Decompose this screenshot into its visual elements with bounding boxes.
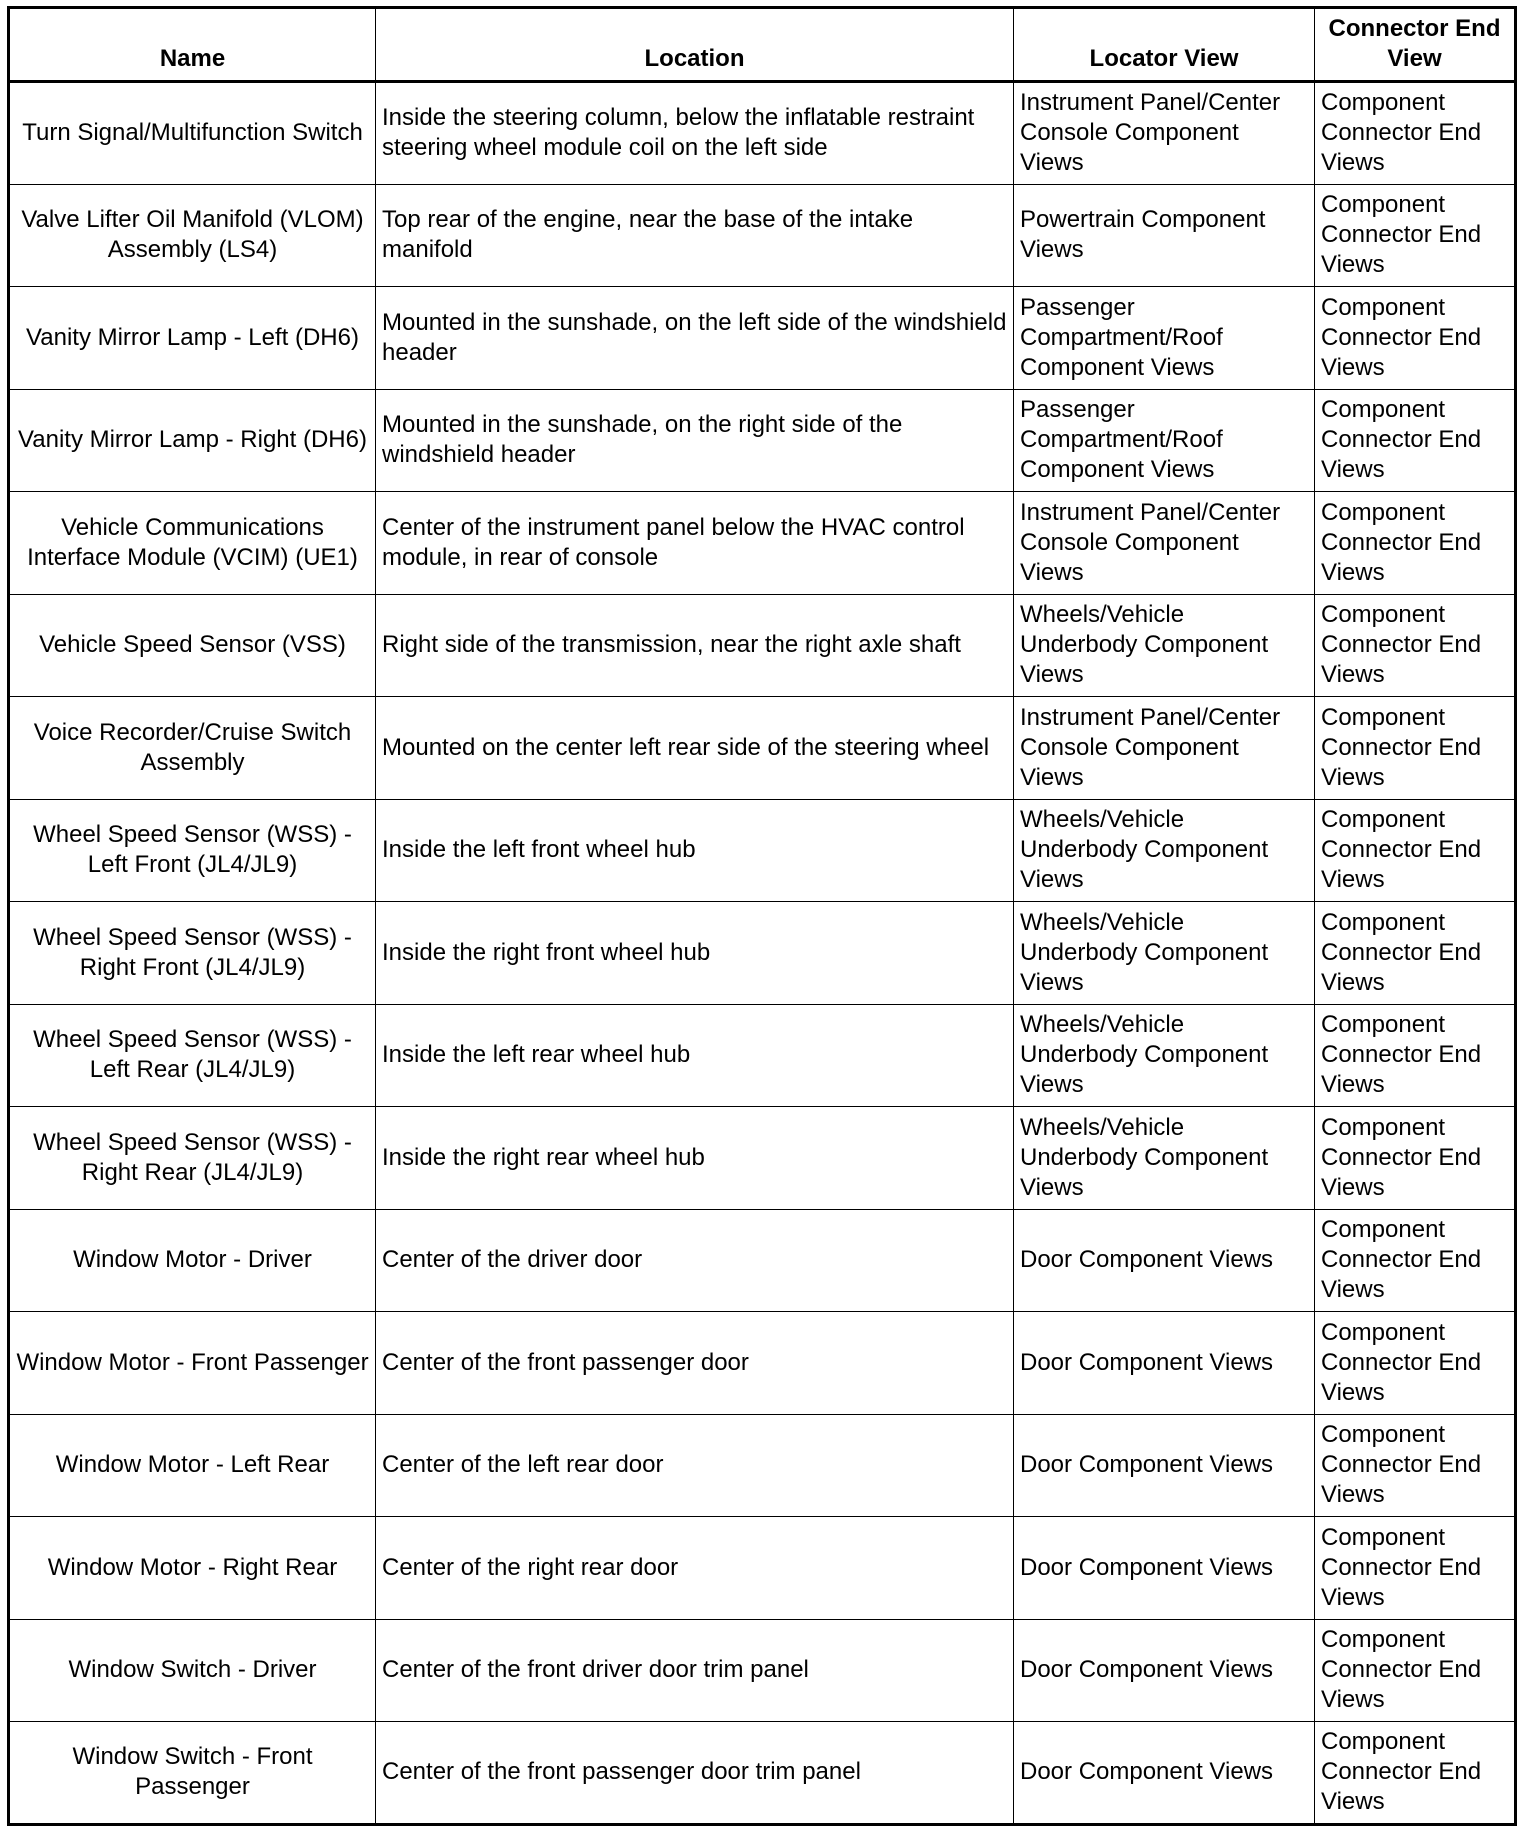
table-row: [9, 1722, 1516, 1825]
table-row: [9, 287, 1516, 390]
cell-location: Mounted on the center left rear side of the steering wheel: [376, 697, 1014, 800]
table-row: [9, 1312, 1516, 1415]
cell-location: Center of the front passenger door: [376, 1312, 1014, 1415]
cell-location: Center of the front passenger door trim panel: [376, 1722, 1014, 1825]
cell-name: Window Motor - Left Rear: [9, 1414, 376, 1517]
cell-name: Valve Lifter Oil Manifold (VLOM) Assembly (LS4): [9, 184, 376, 287]
table-row: [9, 1517, 1516, 1620]
cell-locator-view: Door Component Views: [1014, 1414, 1315, 1517]
cell-locator-view: Instrument Panel/Center Console Component Views: [1014, 82, 1315, 185]
cell-connector-end-view: Component Connector End Views: [1315, 902, 1516, 1005]
table-row: [9, 1619, 1516, 1722]
cell-locator-view: Door Component Views: [1014, 1312, 1315, 1415]
cell-connector-end-view: Component Connector End Views: [1315, 1517, 1516, 1620]
cell-locator-view: Wheels/Vehicle Underbody Component Views: [1014, 1004, 1315, 1107]
cell-locator-view: Powertrain Component Views: [1014, 184, 1315, 287]
table-row: [9, 1107, 1516, 1210]
cell-connector-end-view: Component Connector End Views: [1315, 492, 1516, 595]
cell-locator-view: Door Component Views: [1014, 1722, 1315, 1825]
cell-connector-end-view: Component Connector End Views: [1315, 799, 1516, 902]
cell-locator-view: Wheels/Vehicle Underbody Component Views: [1014, 799, 1315, 902]
table-row: [9, 184, 1516, 287]
table-row: [9, 492, 1516, 595]
table-row: [9, 1209, 1516, 1312]
cell-name: Vanity Mirror Lamp - Right (DH6): [9, 389, 376, 492]
cell-locator-view: Passenger Compartment/Roof Component Views: [1014, 389, 1315, 492]
cell-name: Window Motor - Driver: [9, 1209, 376, 1312]
cell-name: Wheel Speed Sensor (WSS) - Right Rear (JL4/JL9): [9, 1107, 376, 1210]
cell-connector-end-view: Component Connector End Views: [1315, 82, 1516, 185]
cell-name: Vanity Mirror Lamp - Left (DH6): [9, 287, 376, 390]
cell-connector-end-view: Component Connector End Views: [1315, 697, 1516, 800]
cell-connector-end-view: Component Connector End Views: [1315, 1414, 1516, 1517]
cell-name: Wheel Speed Sensor (WSS) - Right Front (JL4/JL9): [9, 902, 376, 1005]
header-connector-end-view: Connector End View: [1315, 8, 1516, 82]
cell-location: Center of the driver door: [376, 1209, 1014, 1312]
component-locator-table: [7, 6, 1517, 1826]
cell-location: Inside the steering column, below the inflatable restraint steering wheel module coil on the left side: [376, 82, 1014, 185]
cell-name: Vehicle Communications Interface Module (VCIM) (UE1): [9, 492, 376, 595]
cell-location: Top rear of the engine, near the base of the intake manifold: [376, 184, 1014, 287]
cell-name: Window Motor - Front Passenger: [9, 1312, 376, 1415]
cell-location: Center of the instrument panel below the HVAC control module, in rear of console: [376, 492, 1014, 595]
cell-locator-view: Wheels/Vehicle Underbody Component Views: [1014, 1107, 1315, 1210]
cell-locator-view: Passenger Compartment/Roof Component Views: [1014, 287, 1315, 390]
cell-name: Window Switch - Front Passenger: [9, 1722, 376, 1825]
cell-location: Right side of the transmission, near the right axle shaft: [376, 594, 1014, 697]
cell-locator-view: Wheels/Vehicle Underbody Component Views: [1014, 902, 1315, 1005]
cell-location: Center of the front driver door trim panel: [376, 1619, 1014, 1722]
component-locator-sheet: [7, 6, 1517, 1826]
table-row: [9, 594, 1516, 697]
cell-location: Mounted in the sunshade, on the right side of the windshield header: [376, 389, 1014, 492]
header-name: Name: [9, 8, 376, 82]
cell-connector-end-view: Component Connector End Views: [1315, 287, 1516, 390]
cell-name: Wheel Speed Sensor (WSS) - Left Rear (JL4/JL9): [9, 1004, 376, 1107]
cell-locator-view: Door Component Views: [1014, 1517, 1315, 1620]
table-header: [9, 8, 1516, 82]
cell-name: Turn Signal/Multifunction Switch: [9, 82, 376, 185]
cell-connector-end-view: Component Connector End Views: [1315, 389, 1516, 492]
table-row: [9, 697, 1516, 800]
table-row: [9, 902, 1516, 1005]
cell-name: Wheel Speed Sensor (WSS) - Left Front (JL4/JL9): [9, 799, 376, 902]
cell-connector-end-view: Component Connector End Views: [1315, 1722, 1516, 1825]
cell-connector-end-view: Component Connector End Views: [1315, 1004, 1516, 1107]
table-body: [9, 82, 1516, 1825]
cell-locator-view: Instrument Panel/Center Console Component Views: [1014, 492, 1315, 595]
cell-location: Mounted in the sunshade, on the left side of the windshield header: [376, 287, 1014, 390]
header-row: [9, 8, 1516, 82]
cell-connector-end-view: Component Connector End Views: [1315, 1312, 1516, 1415]
cell-location: Inside the left front wheel hub: [376, 799, 1014, 902]
cell-name: Voice Recorder/Cruise Switch Assembly: [9, 697, 376, 800]
cell-location: Center of the right rear door: [376, 1517, 1014, 1620]
cell-locator-view: Instrument Panel/Center Console Component Views: [1014, 697, 1315, 800]
cell-name: Vehicle Speed Sensor (VSS): [9, 594, 376, 697]
table-row: [9, 1004, 1516, 1107]
cell-connector-end-view: Component Connector End Views: [1315, 184, 1516, 287]
table-row: [9, 1414, 1516, 1517]
cell-locator-view: Door Component Views: [1014, 1209, 1315, 1312]
cell-location: Center of the left rear door: [376, 1414, 1014, 1517]
table-row: [9, 82, 1516, 185]
cell-location: Inside the right rear wheel hub: [376, 1107, 1014, 1210]
table-row: [9, 389, 1516, 492]
cell-connector-end-view: Component Connector End Views: [1315, 1619, 1516, 1722]
table-row: [9, 799, 1516, 902]
cell-name: Window Switch - Driver: [9, 1619, 376, 1722]
cell-location: Inside the left rear wheel hub: [376, 1004, 1014, 1107]
cell-connector-end-view: Component Connector End Views: [1315, 1209, 1516, 1312]
cell-name: Window Motor - Right Rear: [9, 1517, 376, 1620]
header-locator-view: Locator View: [1014, 8, 1315, 82]
cell-locator-view: Wheels/Vehicle Underbody Component Views: [1014, 594, 1315, 697]
cell-connector-end-view: Component Connector End Views: [1315, 594, 1516, 697]
header-location: Location: [376, 8, 1014, 82]
cell-connector-end-view: Component Connector End Views: [1315, 1107, 1516, 1210]
cell-locator-view: Door Component Views: [1014, 1619, 1315, 1722]
cell-location: Inside the right front wheel hub: [376, 902, 1014, 1005]
